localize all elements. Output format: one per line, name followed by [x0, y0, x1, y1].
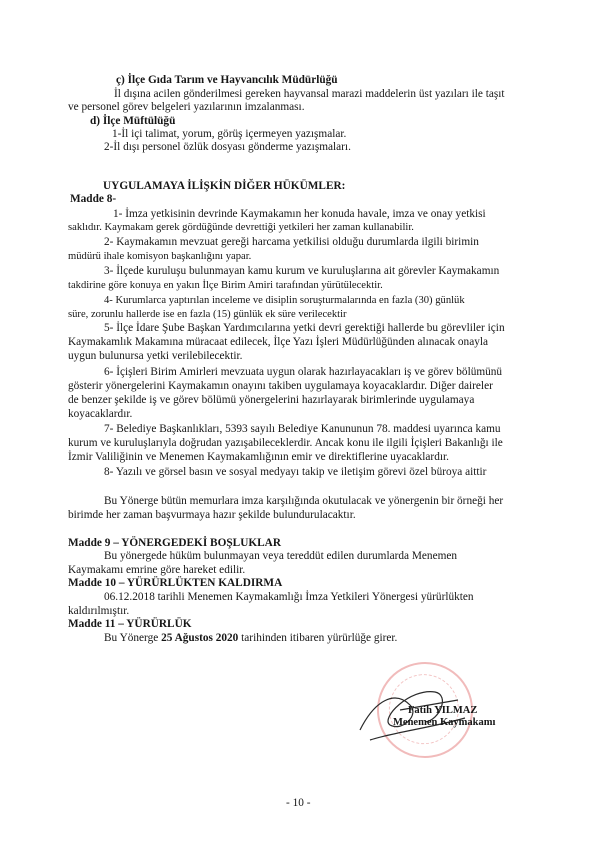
article-8-item-5-cont: Kaymakamlık Makamına müracaat edilecek, İlçe Yazı İşleri Müdürlüğünden alınacak onayla: [68, 336, 489, 348]
article-8-item-3: 3- İlçede kuruluşu bulunmayan kamu kurum ve kuruluşlarına ait görevler Kaymakamın: [104, 265, 500, 277]
section-c-paragraph-line: ve personel görev belgeleri yazılarının imzalanması.: [68, 101, 305, 113]
article-8-title: Madde 8-: [70, 193, 117, 205]
section-heading: UYGULAMAYA İLİŞKİN DİĞER HÜKÜMLER:: [103, 180, 346, 192]
article-11-title: Madde 11 – YÜRÜRLÜK: [68, 618, 192, 630]
section-c-paragraph-line: [114, 88, 532, 101]
article-10-text-cont: kaldırılmıştır.: [68, 605, 130, 617]
article-8-item-8: 8- Yazılı ve görsel basın ve sosyal medyayı takip ve iletişim görevi özel büroya aittir: [104, 466, 487, 478]
effective-date: 25 Ağustos 2020: [161, 632, 239, 644]
article-8-item-5: 5- İlçe İdare Şube Başkan Yardımcılarına yetki devri gerektiği hallerde bu görevliler için: [104, 322, 505, 334]
article-8-item-6: 6- İçişleri Birim Amirleri mevzuata uygun olarak hazırlayacakları iş ve görev bölümünü: [104, 366, 503, 378]
article-8-item-6-cont: de benzer şekilde iş ve görev bölümü yönergelerini hazırlayarak birimlerinde uygulamaya: [68, 394, 475, 406]
article-11-text: [104, 632, 397, 645]
article-8-item-2: 2- Kaymakamın mevzuat gereği harcama yetkilisi olduğu durumlarda ilgili birimin: [104, 236, 479, 248]
section-c-title: ç) İlçe Gıda Tarım ve Hayvancılık Müdürlüğü: [116, 74, 338, 86]
article-8-item-7-cont: kurum ve kuruluşlarıyla doğrudan yazışabileceklerdir. Ancak konu ile ilgili İçişleri Bakanlığı ile: [68, 437, 503, 449]
article-8-item-2-cont: müdürü ihale komisyon başkanlığını yapar.: [68, 251, 252, 262]
section-d-item: 1-İl içi talimat, yorum, görüş içermeyen yazışmalar.: [112, 128, 347, 140]
signatory-name: Fatih YILMAZ: [408, 705, 478, 716]
article-8-item-1-cont: saklıdır. Kaymakam gerek gördüğünde devrettiği yetkileri her zaman kullanabilir.: [68, 222, 414, 233]
text-run: İl dışına acilen gönderilmesi gereken hayvansal marazi maddelerin üst yazıları ile taşıt: [114, 88, 505, 100]
article-9-text-cont: Kaymakamı emrine göre hareket edilir.: [68, 564, 246, 576]
article-9-text: Bu yönergede hüküm bulunmayan veya tereddüt edilen durumlarda Menemen: [104, 550, 458, 562]
article-9-title: Madde 9 – YÖNERGEDEKİ BOŞLUKLAR: [68, 537, 281, 549]
section-d-item: 2-İl dışı personel özlük dosyası gönderme yazışmaları.: [104, 141, 351, 153]
article-8-item-7: 7- Belediye Başkanlıkları, 5393 sayılı Belediye Kanununun 78. maddesi uyarınca kamu: [104, 423, 501, 435]
signatory-title: Menemen Kaymakamı: [393, 717, 496, 728]
article-8-item-7-cont: İzmir Valiliğinin ve Menemen Kaymakamlığının emir ve direktiflerine uyacaklardır.: [68, 451, 449, 463]
article-8-item-1: 1- İmza yetkisinin devrinde Kaymakamın her konuda havale, imza ve onay yetkisi: [113, 208, 486, 220]
article-8-item-3-cont: takdirine göre konuya en yakın İlçe Birim Amiri tarafından yürütülecektir.: [68, 280, 383, 291]
closing-paragraph-cont: birimde her zaman başvurmaya hazır şekilde bulundurulacaktır.: [68, 509, 356, 521]
article-8-item-4-cont: süre, zorunlu hallerde ise en fazla (15) günlük ek süre verilecektir: [68, 309, 347, 320]
page-number: - 10 -: [286, 797, 311, 809]
section-d-title: d) İlçe Müftülüğü: [90, 115, 176, 127]
article-8-item-6-cont: koyacaklardır.: [68, 408, 133, 420]
article-8-item-6-cont: gösterir yönergelerini Kaymakamın onayını takiben uygulamaya koyacaklardır. Diğer daireler: [68, 380, 493, 392]
text-run: tarihinden itibaren yürürlüğe girer.: [238, 632, 398, 644]
closing-paragraph: Bu Yönerge bütün memurlara imza karşılığında okutulacak ve yönergenin bir örneği her: [104, 495, 504, 507]
article-10-text: 06.12.2018 tarihli Menemen Kaymakamlığı İmza Yetkileri Yönergesi yürürlükten: [104, 591, 474, 603]
text-run: Bu Yönerge: [104, 632, 162, 644]
article-8-item-5-cont: uygun bulunursa yetki verilebilecektir.: [68, 350, 243, 362]
article-8-item-4: 4- Kurumlarca yaptırılan inceleme ve disiplin soruşturmalarında en fazla (30) günlük: [104, 295, 465, 306]
article-10-title: Madde 10 – YÜRÜRLÜKTEN KALDIRMA: [68, 577, 283, 589]
